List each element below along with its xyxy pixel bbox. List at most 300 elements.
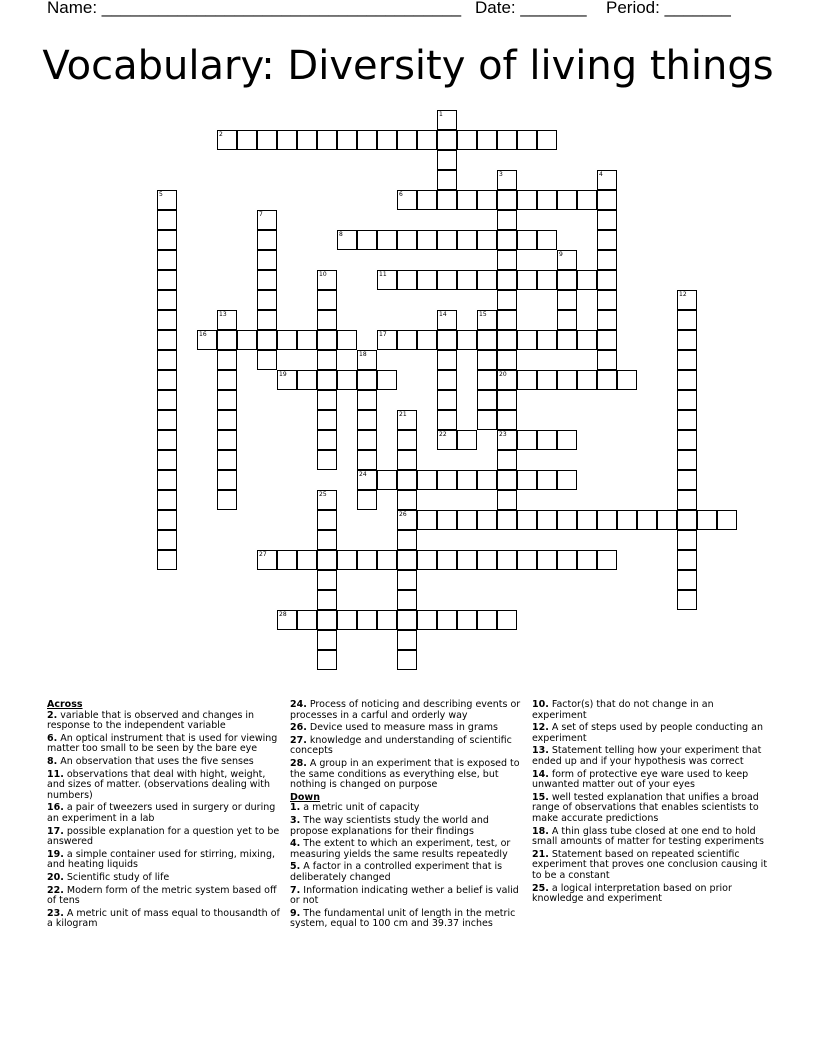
grid-cell[interactable] [157, 390, 177, 410]
grid-cell[interactable] [677, 350, 697, 370]
grid-cell[interactable] [417, 130, 437, 150]
clue-number: 25 [319, 491, 327, 498]
grid-cell[interactable] [397, 550, 417, 570]
grid-cell[interactable] [317, 530, 337, 550]
grid-cell[interactable] [557, 430, 577, 450]
grid-cell[interactable] [457, 470, 477, 490]
grid-cell[interactable] [237, 330, 257, 350]
grid-cell[interactable] [477, 610, 497, 630]
grid-cell[interactable] [457, 190, 477, 210]
clue-number: 7 [259, 211, 263, 218]
grid-cell[interactable] [397, 530, 417, 550]
grid-cell[interactable] [437, 130, 457, 150]
grid-cell[interactable] [297, 330, 317, 350]
grid-cell[interactable] [597, 350, 617, 370]
clue-number: 1 [439, 111, 443, 118]
grid-cell[interactable] [377, 370, 397, 390]
grid-cell[interactable] [437, 270, 457, 290]
grid-cell[interactable] [277, 130, 297, 150]
grid-cell[interactable] [217, 310, 237, 330]
grid-cell[interactable] [157, 550, 177, 570]
grid-cell[interactable] [617, 370, 637, 390]
grid-cell[interactable] [317, 290, 337, 310]
grid-cell[interactable] [357, 430, 377, 450]
grid-cell[interactable] [337, 370, 357, 390]
grid-cell[interactable] [477, 350, 497, 370]
grid-cell[interactable] [597, 190, 617, 210]
grid-cell[interactable] [157, 190, 177, 210]
grid-cell[interactable] [257, 350, 277, 370]
grid-cell[interactable] [417, 470, 437, 490]
clue-down-15: 15. well tested explanation that unifies a broad range of observations that enables scientists to make accurate predictions [532, 791, 759, 824]
grid-cell[interactable] [257, 330, 277, 350]
grid-cell[interactable] [577, 370, 597, 390]
clue-number: 3 [499, 171, 503, 178]
grid-cell[interactable] [377, 470, 397, 490]
grid-cell[interactable] [437, 410, 457, 430]
grid-cell[interactable] [497, 130, 517, 150]
grid-cell[interactable] [357, 370, 377, 390]
grid-cell[interactable] [477, 550, 497, 570]
grid-cell[interactable] [317, 350, 337, 370]
clue-down-14: 14. form of protective eye ware used to keep unwanted matter out of your eyes [532, 768, 749, 791]
grid-cell[interactable] [577, 190, 597, 210]
grid-cell[interactable] [577, 270, 597, 290]
grid-cell[interactable] [157, 450, 177, 470]
grid-cell[interactable] [297, 130, 317, 150]
grid-cell[interactable] [197, 330, 217, 350]
grid-cell[interactable] [697, 510, 717, 530]
clue-number: 15 [479, 311, 487, 318]
grid-cell[interactable] [157, 510, 177, 530]
grid-cell[interactable] [397, 510, 417, 530]
grid-cell[interactable] [217, 450, 237, 470]
grid-cell[interactable] [157, 410, 177, 430]
clue-down-13: 13. Statement telling how your experiment that ended up and if your hypothesis was correct [532, 745, 762, 767]
clue-number: 11 [379, 271, 387, 278]
grid-cell[interactable] [557, 510, 577, 530]
clue-number: 21 [399, 411, 407, 418]
grid-cell[interactable] [477, 190, 497, 210]
grid-cell[interactable] [377, 230, 397, 250]
grid-cell[interactable] [357, 450, 377, 470]
grid-cell[interactable] [477, 230, 497, 250]
grid-cell[interactable] [217, 430, 237, 450]
grid-cell[interactable] [317, 330, 337, 350]
grid-cell[interactable] [317, 650, 337, 670]
grid-cell[interactable] [437, 370, 457, 390]
grid-cell[interactable] [457, 510, 477, 530]
grid-cell[interactable] [657, 510, 677, 530]
grid-cell[interactable] [377, 130, 397, 150]
grid-cell[interactable] [277, 330, 297, 350]
grid-cell[interactable] [437, 470, 457, 490]
grid-cell[interactable] [517, 550, 537, 570]
grid-cell[interactable] [257, 310, 277, 330]
grid-cell[interactable] [357, 470, 377, 490]
grid-cell[interactable] [297, 550, 317, 570]
grid-cell[interactable] [557, 310, 577, 330]
grid-cell[interactable] [397, 590, 417, 610]
grid-cell[interactable] [677, 490, 697, 510]
grid-cell[interactable] [457, 430, 477, 450]
grid-cell[interactable] [217, 490, 237, 510]
grid-cell[interactable] [497, 230, 517, 250]
grid-cell[interactable] [157, 490, 177, 510]
clue-down-18: 18. A thin glass tube closed at one end to hold small amounts of matter for testing experiments [532, 825, 764, 848]
grid-cell[interactable] [577, 550, 597, 570]
grid-cell[interactable] [417, 510, 437, 530]
grid-cell[interactable] [157, 210, 177, 230]
clue-across-17: 17. possible explanation for a question yet to be answered [47, 825, 280, 848]
grid-cell[interactable] [497, 370, 517, 390]
grid-cell[interactable] [257, 250, 277, 270]
grid-cell[interactable] [477, 330, 497, 350]
grid-cell[interactable] [397, 470, 417, 490]
grid-cell[interactable] [457, 270, 477, 290]
grid-cell[interactable] [497, 490, 517, 510]
grid-cell[interactable] [557, 470, 577, 490]
grid-cell[interactable] [237, 130, 257, 150]
grid-cell[interactable] [357, 410, 377, 430]
grid-cell[interactable] [157, 290, 177, 310]
grid-cell[interactable] [437, 230, 457, 250]
grid-cell[interactable] [257, 210, 277, 230]
grid-cell[interactable] [217, 350, 237, 370]
grid-cell[interactable] [477, 510, 497, 530]
clue-number: 12 [679, 291, 687, 298]
grid-cell[interactable] [677, 510, 697, 530]
grid-cell[interactable] [677, 430, 697, 450]
clue-across-19: 19. a simple container used for stirring, mixing, and heating liquids [47, 848, 275, 871]
grid-cell[interactable] [437, 390, 457, 410]
grid-cell[interactable] [437, 350, 457, 370]
grid-cell[interactable] [597, 210, 617, 230]
clue-across-6: 6. An optical instrument that is used for viewing matter too small to be seen by the bare eye [47, 732, 278, 755]
grid-cell[interactable] [597, 270, 617, 290]
grid-cell[interactable] [377, 610, 397, 630]
grid-cell[interactable] [537, 550, 557, 570]
grid-cell[interactable] [417, 270, 437, 290]
grid-cell[interactable] [257, 270, 277, 290]
grid-cell[interactable] [497, 170, 517, 190]
grid-cell[interactable] [597, 290, 617, 310]
grid-cell[interactable] [457, 610, 477, 630]
grid-cell[interactable] [537, 330, 557, 350]
grid-cell[interactable] [437, 430, 457, 450]
grid-cell[interactable] [577, 330, 597, 350]
grid-cell[interactable] [317, 590, 337, 610]
grid-cell[interactable] [357, 230, 377, 250]
grid-cell[interactable] [377, 270, 397, 290]
grid-cell[interactable] [317, 370, 337, 390]
clue-number: 18 [359, 351, 367, 358]
grid-cell[interactable] [157, 270, 177, 290]
grid-cell[interactable] [317, 390, 337, 410]
clue-across-24: 24. Process of noticing and describing events or processes in a carful and orderly way [290, 699, 521, 721]
grid-cell[interactable] [337, 130, 357, 150]
grid-cell[interactable] [497, 210, 517, 230]
grid-cell[interactable] [317, 490, 337, 510]
grid-cell[interactable] [157, 430, 177, 450]
grid-cell[interactable] [297, 370, 317, 390]
clue-number: 13 [219, 311, 227, 318]
grid-cell[interactable] [437, 310, 457, 330]
grid-cell[interactable] [677, 390, 697, 410]
grid-cell[interactable] [317, 310, 337, 330]
clue-number: 2 [219, 131, 223, 138]
grid-cell[interactable] [457, 550, 477, 570]
grid-cell[interactable] [537, 230, 557, 250]
clue-across-8: 8. An observation that uses the five senses [47, 755, 254, 767]
grid-cell[interactable] [397, 630, 417, 650]
grid-cell[interactable] [257, 550, 277, 570]
grid-cell[interactable] [297, 610, 317, 630]
grid-cell[interactable] [677, 570, 697, 590]
grid-cell[interactable] [337, 610, 357, 630]
grid-cell[interactable] [397, 130, 417, 150]
grid-cell[interactable] [477, 130, 497, 150]
grid-cell[interactable] [317, 410, 337, 430]
grid-cell[interactable] [317, 450, 337, 470]
grid-cell[interactable] [217, 470, 237, 490]
grid-cell[interactable] [597, 250, 617, 270]
clues-column-3 [532, 700, 770, 907]
grid-cell[interactable] [397, 570, 417, 590]
grid-cell[interactable] [477, 470, 497, 490]
grid-cell[interactable] [537, 270, 557, 290]
grid-cell[interactable] [717, 510, 737, 530]
grid-cell[interactable] [357, 130, 377, 150]
grid-cell[interactable] [157, 230, 177, 250]
grid-cell[interactable] [217, 390, 237, 410]
grid-cell[interactable] [597, 370, 617, 390]
grid-cell[interactable] [537, 430, 557, 450]
clue-number: 8 [339, 231, 343, 238]
grid-cell[interactable] [677, 530, 697, 550]
clue-across-16: 16. a pair of tweezers used in surgery or during an experiment in a lab [47, 802, 276, 824]
grid-cell[interactable] [217, 330, 237, 350]
grid-cell[interactable] [277, 550, 297, 570]
grid-cell[interactable] [497, 350, 517, 370]
grid-cell[interactable] [677, 410, 697, 430]
grid-cell[interactable] [217, 370, 237, 390]
grid-cell[interactable] [457, 130, 477, 150]
clue-down-12: 12. A set of steps used by people conducting an experiment [532, 722, 763, 744]
clue-number: 22 [439, 431, 447, 438]
grid-cell[interactable] [397, 330, 417, 350]
grid-cell[interactable] [597, 330, 617, 350]
grid-cell[interactable] [397, 270, 417, 290]
grid-cell[interactable] [497, 270, 517, 290]
grid-cell[interactable] [157, 330, 177, 350]
clue-across-27: 27. knowledge and understanding of scientific concepts [290, 734, 512, 757]
grid-cell[interactable] [497, 190, 517, 210]
grid-cell[interactable] [157, 530, 177, 550]
grid-cell[interactable] [357, 390, 377, 410]
grid-cell[interactable] [497, 510, 517, 530]
grid-cell[interactable] [497, 330, 517, 350]
grid-cell[interactable] [517, 230, 537, 250]
grid-cell[interactable] [397, 650, 417, 670]
grid-cell[interactable] [397, 490, 417, 510]
grid-cell[interactable] [537, 510, 557, 530]
page-title: Vocabulary: Diversity of living things [42, 43, 774, 89]
clue-down-7: 7. Information indicating wether a belief is valid or not [290, 884, 519, 907]
grid-cell[interactable] [517, 130, 537, 150]
grid-cell[interactable] [337, 230, 357, 250]
grid-cell[interactable] [157, 370, 177, 390]
grid-cell[interactable] [317, 510, 337, 530]
grid-cell[interactable] [537, 190, 557, 210]
grid-cell[interactable] [497, 390, 517, 410]
grid-cell[interactable] [417, 190, 437, 210]
grid-cell[interactable] [557, 550, 577, 570]
grid-cell[interactable] [497, 410, 517, 430]
grid-cell[interactable] [677, 550, 697, 570]
grid-cell[interactable] [377, 330, 397, 350]
grid-cell[interactable] [497, 310, 517, 330]
grid-cell[interactable] [517, 430, 537, 450]
grid-cell[interactable] [677, 370, 697, 390]
grid-cell[interactable] [397, 190, 417, 210]
clue-number: 20 [499, 371, 507, 378]
grid-cell[interactable] [437, 110, 457, 130]
grid-cell[interactable] [677, 590, 697, 610]
grid-cell[interactable] [677, 450, 697, 470]
grid-cell[interactable] [497, 550, 517, 570]
grid-cell[interactable] [397, 610, 417, 630]
grid-cell[interactable] [497, 250, 517, 270]
grid-cell[interactable] [617, 510, 637, 530]
grid-cell[interactable] [577, 510, 597, 530]
grid-cell[interactable] [437, 330, 457, 350]
grid-cell[interactable] [357, 490, 377, 510]
grid-cell[interactable] [257, 130, 277, 150]
grid-cell[interactable] [557, 270, 577, 290]
grid-cell[interactable] [357, 350, 377, 370]
grid-cell[interactable] [157, 350, 177, 370]
grid-cell[interactable] [437, 170, 457, 190]
grid-cell[interactable] [677, 470, 697, 490]
clues-column-1 [47, 700, 280, 932]
grid-cell[interactable] [317, 570, 337, 590]
grid-cell[interactable] [457, 330, 477, 350]
grid-cell[interactable] [437, 150, 457, 170]
grid-cell[interactable] [397, 410, 417, 430]
grid-cell[interactable] [317, 270, 337, 290]
date-field[interactable]: Date: _______ [475, 0, 587, 17]
period-field[interactable]: Period: _______ [606, 0, 731, 17]
grid-cell[interactable] [517, 190, 537, 210]
grid-cell[interactable] [497, 290, 517, 310]
grid-cell[interactable] [157, 310, 177, 330]
grid-cell[interactable] [477, 410, 497, 430]
grid-cell[interactable] [217, 130, 237, 150]
grid-cell[interactable] [537, 470, 557, 490]
clue-down-3: 3. The way scientists study the world and propose explanations for their findings [290, 814, 489, 837]
grid-cell[interactable] [477, 370, 497, 390]
grid-cell[interactable] [517, 370, 537, 390]
grid-cell[interactable] [257, 290, 277, 310]
grid-cell[interactable] [397, 230, 417, 250]
grid-cell[interactable] [677, 330, 697, 350]
clue-across-26: 26. Device used to measure mass in grams [290, 722, 498, 734]
grid-cell[interactable] [457, 230, 477, 250]
grid-cell[interactable] [497, 430, 517, 450]
grid-cell[interactable] [557, 190, 577, 210]
grid-cell[interactable] [217, 410, 237, 430]
grid-cell[interactable] [537, 370, 557, 390]
grid-cell[interactable] [437, 550, 457, 570]
grid-cell[interactable] [497, 610, 517, 630]
grid-cell[interactable] [417, 550, 437, 570]
clue-number: 19 [279, 371, 287, 378]
grid-cell[interactable] [317, 630, 337, 650]
grid-cell[interactable] [537, 130, 557, 150]
grid-cell[interactable] [677, 290, 697, 310]
grid-cell[interactable] [597, 230, 617, 250]
grid-cell[interactable] [437, 610, 457, 630]
grid-cell[interactable] [257, 230, 277, 250]
grid-cell[interactable] [597, 310, 617, 330]
grid-cell[interactable] [437, 190, 457, 210]
grid-cell[interactable] [557, 370, 577, 390]
grid-cell[interactable] [317, 610, 337, 630]
grid-cell[interactable] [337, 330, 357, 350]
grid-cell[interactable] [557, 250, 577, 270]
grid-cell[interactable] [477, 390, 497, 410]
clue-number: 26 [399, 511, 407, 518]
grid-cell[interactable] [417, 330, 437, 350]
grid-cell[interactable] [357, 610, 377, 630]
grid-cell[interactable] [437, 510, 457, 530]
grid-cell[interactable] [397, 450, 417, 470]
grid-cell[interactable] [377, 550, 397, 570]
grid-cell[interactable] [597, 170, 617, 190]
grid-cell[interactable] [497, 450, 517, 470]
grid-cell[interactable] [277, 370, 297, 390]
grid-cell[interactable] [497, 470, 517, 490]
across-heading: Across [47, 699, 83, 710]
grid-cell[interactable] [337, 550, 357, 570]
grid-cell[interactable] [557, 290, 577, 310]
clue-number: 28 [279, 611, 287, 618]
grid-cell[interactable] [317, 430, 337, 450]
grid-cell[interactable] [317, 130, 337, 150]
grid-cell[interactable] [157, 470, 177, 490]
grid-cell[interactable] [477, 270, 497, 290]
grid-cell[interactable] [417, 610, 437, 630]
grid-cell[interactable] [557, 330, 577, 350]
grid-cell[interactable] [597, 550, 617, 570]
grid-cell[interactable] [517, 330, 537, 350]
grid-cell[interactable] [157, 250, 177, 270]
grid-cell[interactable] [597, 510, 617, 530]
grid-cell[interactable] [317, 550, 337, 570]
grid-cell[interactable] [277, 610, 297, 630]
grid-cell[interactable] [417, 230, 437, 250]
grid-cell[interactable] [397, 430, 417, 450]
grid-cell[interactable] [677, 310, 697, 330]
grid-cell[interactable] [517, 270, 537, 290]
name-field[interactable]: Name: ______________________________________ [47, 0, 462, 17]
grid-cell[interactable] [477, 310, 497, 330]
grid-cell[interactable] [517, 470, 537, 490]
grid-cell[interactable] [517, 510, 537, 530]
grid-cell[interactable] [637, 510, 657, 530]
grid-cell[interactable] [357, 550, 377, 570]
